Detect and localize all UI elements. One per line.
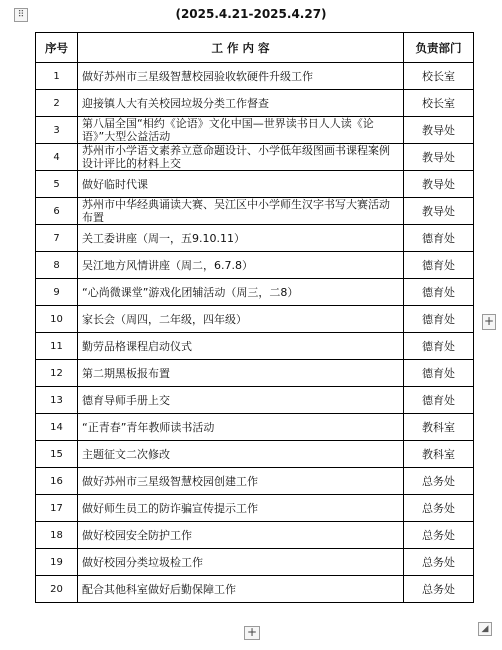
table-row — [36, 522, 474, 549]
cell-dept[interactable]: 总务处 — [404, 468, 474, 495]
cell-no[interactable]: 12 — [36, 360, 78, 387]
table-row — [36, 495, 474, 522]
cell-dept[interactable]: 总务处 — [404, 549, 474, 576]
cell-task[interactable]: 做好苏州市三星级智慧校园创建工作 — [78, 468, 404, 495]
table-row — [36, 90, 474, 117]
table-row — [36, 549, 474, 576]
cell-dept[interactable]: 德育处 — [404, 360, 474, 387]
table-row — [36, 225, 474, 252]
move-handle-icon[interactable]: ⠿ — [14, 8, 28, 22]
cell-task[interactable]: 吴江地方风情讲座（周二，6.7.8） — [78, 252, 404, 279]
cell-dept[interactable]: 德育处 — [404, 279, 474, 306]
cell-task[interactable]: 做好师生员工的防诈骗宣传提示工作 — [78, 495, 404, 522]
cell-dept[interactable]: 教科室 — [404, 414, 474, 441]
cell-no[interactable]: 1 — [36, 63, 78, 90]
table-row — [36, 387, 474, 414]
page-title: (2025.4.21-2025.4.27) — [175, 7, 327, 21]
table-row — [36, 63, 474, 90]
header-task: 工 作 内 容 — [78, 33, 404, 63]
cell-dept[interactable]: 总务处 — [404, 576, 474, 603]
cell-dept[interactable]: 德育处 — [404, 225, 474, 252]
table-header-row — [36, 33, 474, 63]
cell-no[interactable]: 7 — [36, 225, 78, 252]
cell-dept[interactable]: 教导处 — [404, 144, 474, 171]
cell-dept[interactable]: 总务处 — [404, 495, 474, 522]
header-no: 序号 — [36, 33, 78, 63]
cell-no[interactable]: 10 — [36, 306, 78, 333]
cell-task[interactable]: 勤劳品格课程启动仪式 — [78, 333, 404, 360]
header-dept: 负责部门 — [404, 33, 474, 63]
table-row — [36, 279, 474, 306]
cell-no[interactable]: 14 — [36, 414, 78, 441]
cell-no[interactable]: 4 — [36, 144, 78, 171]
table-row — [36, 360, 474, 387]
cell-no[interactable]: 15 — [36, 441, 78, 468]
table-row — [36, 576, 474, 603]
cell-no[interactable]: 8 — [36, 252, 78, 279]
cell-dept[interactable]: 德育处 — [404, 333, 474, 360]
cell-task[interactable]: 德育导师手册上交 — [78, 387, 404, 414]
cell-dept[interactable]: 教科室 — [404, 441, 474, 468]
table-row — [36, 252, 474, 279]
cell-dept[interactable]: 教导处 — [404, 171, 474, 198]
cell-dept[interactable]: 教导处 — [404, 198, 474, 225]
cell-task[interactable]: “正青春”青年教师读书活动 — [78, 414, 404, 441]
cell-no[interactable]: 16 — [36, 468, 78, 495]
cell-task[interactable]: 做好临时代课 — [78, 171, 404, 198]
table-row — [36, 117, 474, 144]
cell-no[interactable]: 11 — [36, 333, 78, 360]
table-row — [36, 468, 474, 495]
cell-dept[interactable]: 德育处 — [404, 387, 474, 414]
cell-no[interactable]: 18 — [36, 522, 78, 549]
cell-dept[interactable]: 教导处 — [404, 117, 474, 144]
cell-task[interactable]: 配合其他科室做好后勤保障工作 — [78, 576, 404, 603]
add-row-plus-icon[interactable]: + — [244, 626, 260, 640]
cell-no[interactable]: 20 — [36, 576, 78, 603]
table-row — [36, 306, 474, 333]
table-row — [36, 333, 474, 360]
add-column-plus-icon[interactable]: + — [483, 314, 495, 328]
cell-task[interactable]: 关工委讲座（周一，五9.10.11） — [78, 225, 404, 252]
cell-dept[interactable]: 德育处 — [404, 306, 474, 333]
cell-dept[interactable]: 德育处 — [404, 252, 474, 279]
cell-dept[interactable]: 校长室 — [404, 90, 474, 117]
cell-no[interactable]: 2 — [36, 90, 78, 117]
cell-no[interactable]: 13 — [36, 387, 78, 414]
cell-no[interactable]: 19 — [36, 549, 78, 576]
cell-task[interactable]: 做好校园分类垃圾检工作 — [78, 549, 404, 576]
cell-task[interactable]: 第二期黑板报布置 — [78, 360, 404, 387]
cell-task[interactable]: 迎接镇人大有关校园垃圾分类工作督查 — [78, 90, 404, 117]
cell-task[interactable]: 家长会（周四，二年级，四年级） — [78, 306, 404, 333]
resize-corner-icon[interactable]: ◢ — [478, 622, 492, 636]
cell-no[interactable]: 6 — [36, 198, 78, 225]
cell-task[interactable]: 做好苏州市三星级智慧校园验收软硬件升级工作 — [78, 63, 404, 90]
cell-no[interactable]: 5 — [36, 171, 78, 198]
table-row — [36, 441, 474, 468]
cell-task[interactable]: 主题征文二次修改 — [78, 441, 404, 468]
table-row — [36, 198, 474, 225]
table-row — [36, 171, 474, 198]
cell-no[interactable]: 17 — [36, 495, 78, 522]
cell-dept[interactable]: 总务处 — [404, 522, 474, 549]
cell-task[interactable]: 第八届全国“相约《论语》文化中国—世界读书日人人读《论语》”大型公益活动 — [78, 117, 404, 144]
table-row — [36, 414, 474, 441]
table-row — [36, 144, 474, 171]
cell-task[interactable]: 苏州市中华经典诵读大赛、吴江区中小学师生汉字书写大赛活动布置 — [78, 198, 404, 225]
cell-no[interactable]: 9 — [36, 279, 78, 306]
cell-dept[interactable]: 校长室 — [404, 63, 474, 90]
cell-no[interactable]: 3 — [36, 117, 78, 144]
cell-task[interactable]: 做好校园安全防护工作 — [78, 522, 404, 549]
cell-task[interactable]: 苏州市小学语文素养立意命题设计、小学低年级图画书课程案例设计评比的材料上交 — [78, 144, 404, 171]
cell-task[interactable]: “心尚微课堂”游戏化团辅活动（周三，二8） — [78, 279, 404, 306]
schedule-table — [35, 32, 474, 603]
